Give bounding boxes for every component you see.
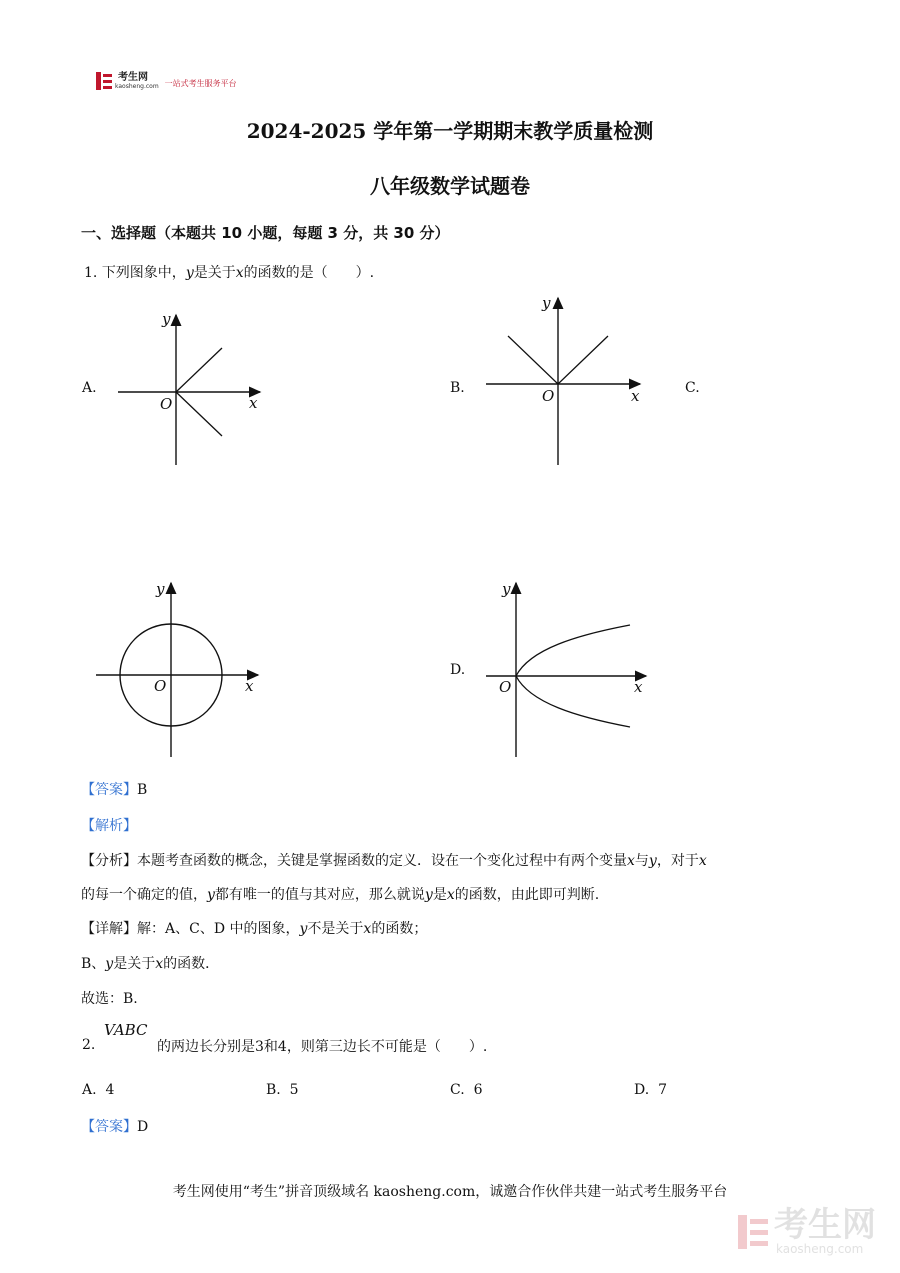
q1-fenxi-line2: 的每一个确定的值，y都有唯一的值与其对应，那么就说y是x的函数，由此即可判断. xyxy=(81,887,600,903)
q2-number: 2. xyxy=(82,1037,96,1053)
q1-fenxi: 【分析】本题考查函数的概念，关键是掌握函数的定义．设在一个变化过程中有两个变量x与y，对于x xyxy=(81,853,707,869)
y-label: y xyxy=(162,310,171,328)
q2-option-b: B. 5 xyxy=(266,1082,299,1098)
question-2: 的两边长分别是3和4，则第三边长不可能是（ ）. xyxy=(157,1039,488,1055)
origin-label: O xyxy=(499,678,512,696)
page-title: 2024-2025 学年第一学期期末教学质量检测 xyxy=(246,119,654,143)
origin-label: O xyxy=(154,677,167,695)
origin-label: O xyxy=(542,387,555,405)
ray-up xyxy=(176,348,222,392)
section-heading: 一、选择题（本题共 10 小题，每题 3 分，共 30 分） xyxy=(81,224,450,242)
graph-b xyxy=(480,290,645,470)
option-d-label: D. xyxy=(450,662,466,678)
logo-name: 考生网 xyxy=(118,71,148,83)
answer-value: B xyxy=(137,782,148,798)
page-subtitle: 八年级数学试题卷 xyxy=(370,174,530,198)
y-label: y xyxy=(542,294,551,312)
q1-detail-line2: B、y是关于x的函数． xyxy=(81,956,220,972)
x-label: x xyxy=(634,678,643,696)
q2-answer xyxy=(81,1116,148,1136)
logo-icon xyxy=(96,72,112,90)
watermark-logo-icon xyxy=(738,1215,768,1249)
q2-option-c: C. 6 xyxy=(450,1082,483,1098)
q2-triangle: VABC xyxy=(104,1021,148,1039)
graph-d xyxy=(482,575,652,760)
q2-option-a: A. 4 xyxy=(82,1082,115,1098)
q1-answer xyxy=(81,779,147,799)
answer-tag: 【答案】 xyxy=(81,782,137,798)
watermark xyxy=(738,1205,876,1256)
x-label: x xyxy=(631,387,640,405)
q2-option-d: D. 7 xyxy=(634,1082,668,1098)
origin-label: O xyxy=(160,395,173,413)
ray-right xyxy=(558,336,608,384)
ray-left xyxy=(508,336,558,384)
q1-analysis-tag: 【解析】 xyxy=(81,818,137,834)
graph-c xyxy=(90,575,265,760)
graph-a xyxy=(110,305,270,470)
y-label: y xyxy=(502,580,511,598)
x-label: x xyxy=(249,394,258,412)
option-c-label: C. xyxy=(685,380,700,396)
logo-slogan: 一站式考生服务平台 xyxy=(164,78,237,88)
x-label: x xyxy=(245,677,254,695)
option-b-label: B. xyxy=(450,380,465,396)
ray-down xyxy=(176,392,222,436)
answer-tag: 【答案】 xyxy=(81,1119,137,1135)
logo-domain: kaosheng.com xyxy=(115,82,159,90)
q1-conclusion: 故选：B. xyxy=(81,991,138,1007)
question-number: 1. xyxy=(84,265,98,281)
y-label: y xyxy=(156,580,165,598)
page-footer: 考生网使用“考生”拼音顶级域名 kaosheng.com，诚邀合作伙伴共建一站式考生服务平台 xyxy=(172,1184,728,1200)
question-1: 1. 下列图象中，y是关于x的函数的是（ ）. xyxy=(84,265,375,281)
watermark-name: 考生网 xyxy=(774,1205,876,1245)
header-logo xyxy=(96,72,237,90)
watermark-domain: kaosheng.com xyxy=(776,1242,864,1256)
option-a-label: A. xyxy=(82,380,97,396)
answer-value: D xyxy=(137,1119,149,1135)
q1-detail: 【详解】解：A、C、D 中的图象，y不是关于x的函数； xyxy=(81,921,428,937)
